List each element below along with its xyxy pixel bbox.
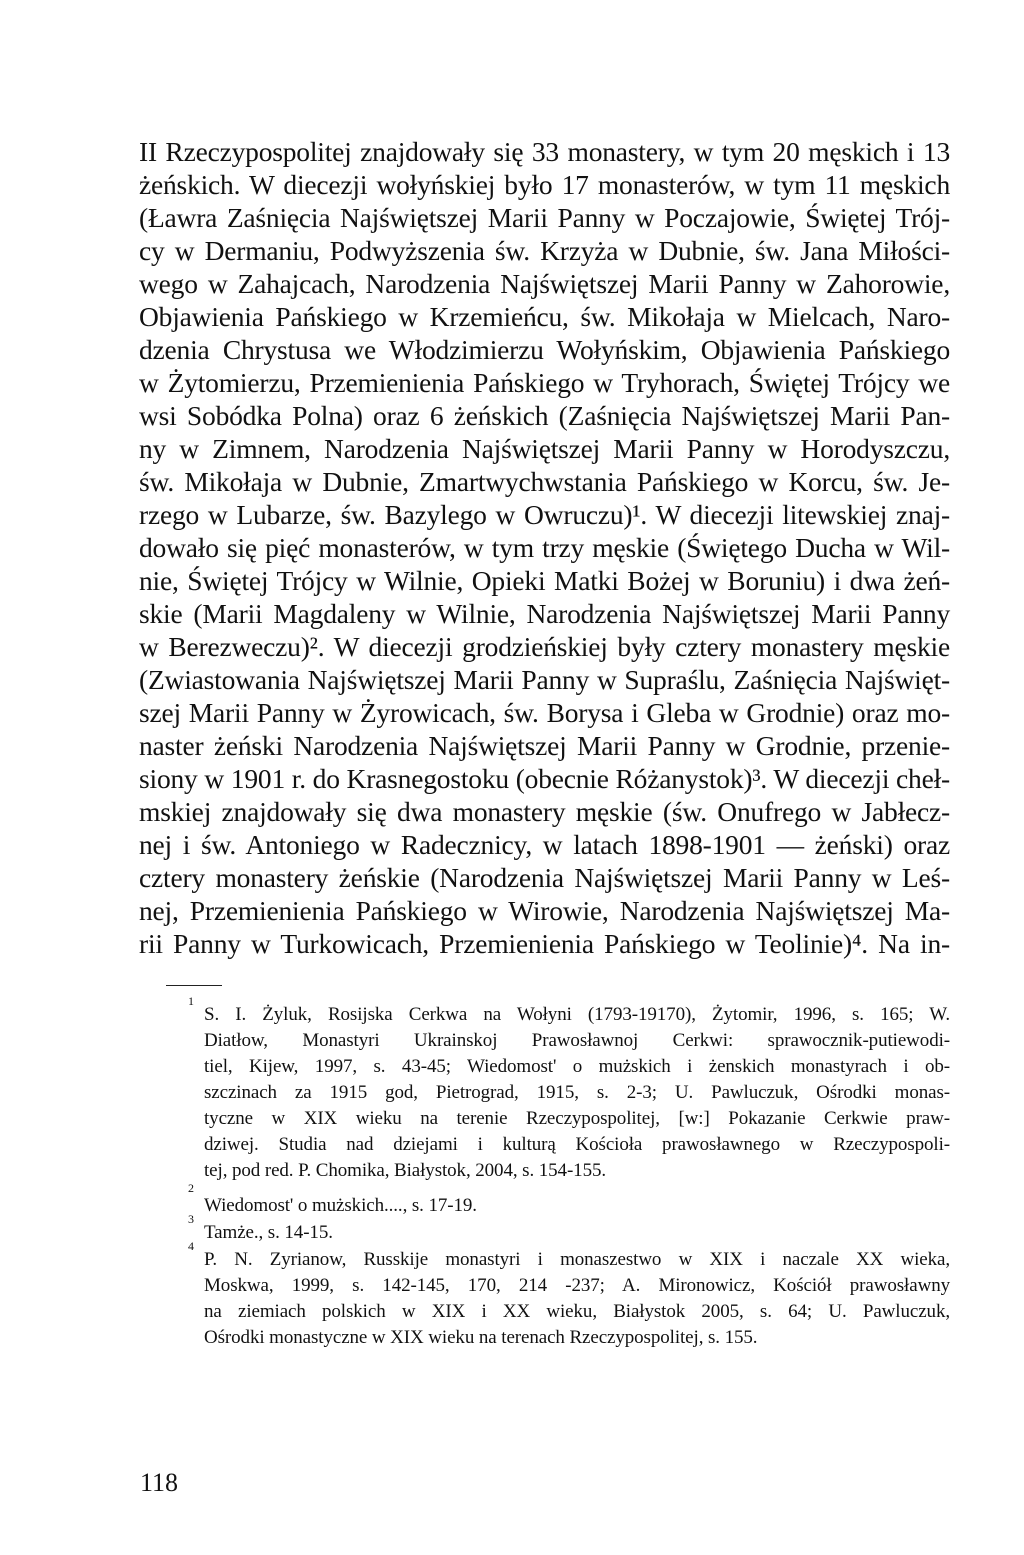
body-line: w Żytomierzu, Przemienienia Pańskiego w Tryhorach, Świętej Trójcy we <box>139 367 950 398</box>
footnote-1-line: S. I. Żyluk, Rosijska Cerkwa na Wołyni (1793-19170), Żytomir, 1996, s. 165; W. <box>204 1004 950 1025</box>
footnote-1-line: Diatłow, Monastyri Ukrainskoj Prawosławnoj Cerkwi: sprawocznik-putiewodi- <box>204 1030 950 1051</box>
footnote-1-line: szczinach za 1915 god, Pietrograd, 1915, s. 2-3; U. Pawluczuk, Ośrodki monas- <box>204 1082 950 1103</box>
footnote-number: 1 <box>188 994 194 1008</box>
footnote-4-line: Ośrodki monastyczne w XIX wieku na terenach Rzeczypospolitej, s. 155. <box>204 1327 758 1348</box>
body-line: wego w Zahajcach, Narodzenia Najświętszej Marii Panny w Zahorowie, <box>139 268 950 299</box>
body-line: żeńskich. W diecezji wołyńskiej było 17 monasterów, w tym 11 męskich <box>139 169 950 200</box>
body-line: dowało się pięć monasterów, w tym trzy męskie (Świętego Ducha w Wil- <box>139 532 950 563</box>
footnote-1-line: tiel, Kijew, 1997, s. 43-45; Wiedomost' o mużskich i żenskich monastyrach i ob- <box>204 1056 950 1077</box>
footnote-3-line: Tamże., s. 14-15. <box>204 1222 333 1243</box>
body-line: cy w Dermaniu, Podwyższenia św. Krzyża w Dubnie, św. Jana Miłości- <box>139 235 950 266</box>
body-line: ny w Zimnem, Narodzenia Najświętszej Marii Panny w Horodyszczu, <box>139 433 950 464</box>
body-line: nie, Świętej Trójcy w Wilnie, Opieki Matki Bożej w Boruniu) i dwa żeń- <box>139 565 950 596</box>
body-line: naster żeński Narodzenia Najświętszej Marii Panny w Grodnie, przenie- <box>139 730 950 761</box>
footnote-4-line: P. N. Zyrianow, Russkije monastyri i monaszestwo w XIX i naczale XX wieka, <box>204 1249 950 1270</box>
footnote-1-line: tej, pod red. P. Chomika, Białystok, 2004, s. 154-155. <box>204 1160 607 1181</box>
footnote-number: 2 <box>188 1181 194 1195</box>
body-line: skie (Marii Magdaleny w Wilnie, Narodzenia Najświętszej Marii Panny <box>139 598 950 629</box>
body-line: rii Panny w Turkowicach, Przemienienia Pańskiego w Teolinie)⁴. Na in- <box>139 928 950 959</box>
body-line: (Ławra Zaśnięcia Najświętszej Marii Panny w Poczajowie, Świętej Trój- <box>139 202 950 233</box>
body-line: siony w 1901 r. do Krasnegostoku (obecnie Różanystok)³. W diecezji cheł- <box>139 763 950 794</box>
body-line: II Rzeczypospolitej znajdowały się 33 monastery, w tym 20 męskich i 13 <box>139 136 950 167</box>
footnote-divider <box>166 985 222 986</box>
footnote-1-line: tyczne w XIX wieku na terenie Rzeczypospolitej, [w:] Pokazanie Cerkwie praw- <box>204 1108 950 1129</box>
body-line: dzenia Chrystusa we Włodzimierzu Wołyńskim, Objawienia Pańskiego <box>139 334 950 365</box>
body-line: nej, Przemienienia Pańskiego w Wirowie, Narodzenia Najświętszej Ma- <box>139 895 950 926</box>
body-line: (Zwiastowania Najświętszej Marii Panny w Supraślu, Zaśnięcia Najświęt- <box>139 664 950 695</box>
body-line: św. Mikołaja w Dubnie, Zmartwychwstania Pańskiego w Korcu, św. Je- <box>139 466 950 497</box>
body-line: Objawienia Pańskiego w Krzemieńcu, św. Mikołaja w Mielcach, Naro- <box>139 301 950 332</box>
body-line: mskiej znajdowały się dwa monastery męskie (św. Onufrego w Jabłecz- <box>139 796 950 827</box>
footnote-4-line: na ziemiach polskich w XIX i XX wieku, Białystok 2005, s. 64; U. Pawluczuk, <box>204 1301 950 1322</box>
footnote-2-line: Wiedomost' o mużskich...., s. 17-19. <box>204 1195 477 1216</box>
footnote-4-line: Moskwa, 1999, s. 142-145, 170, 214 -237; A. Mironowicz, Kościół prawosławny <box>204 1275 950 1296</box>
page-number: 118 <box>140 1468 179 1497</box>
body-line: rzego w Lubarze, św. Bazylego w Owruczu)¹. W diecezji litewskiej znaj- <box>139 499 950 530</box>
footnote-number: 3 <box>188 1212 194 1226</box>
body-line: cztery monastery żeńskie (Narodzenia Najświętszej Marii Panny w Leś- <box>139 862 950 893</box>
body-line: wsi Sobódka Polna) oraz 6 żeńskich (Zaśnięcia Najświętszej Marii Pan- <box>139 400 950 431</box>
footnote-number: 4 <box>188 1239 194 1253</box>
body-line: nej i św. Antoniego w Radecznicy, w latach 1898-1901 — żeński) oraz <box>139 829 950 860</box>
body-line: szej Marii Panny w Żyrowicach, św. Borysa i Gleba w Grodnie) oraz mo- <box>139 697 950 728</box>
footnote-1-line: dziwej. Studia nad dziejami i kulturą Kościoła prawosławnego w Rzeczypospoli- <box>204 1134 950 1155</box>
body-line: w Berezweczu)². W diecezji grodzieńskiej były cztery monastery męskie <box>139 631 950 662</box>
